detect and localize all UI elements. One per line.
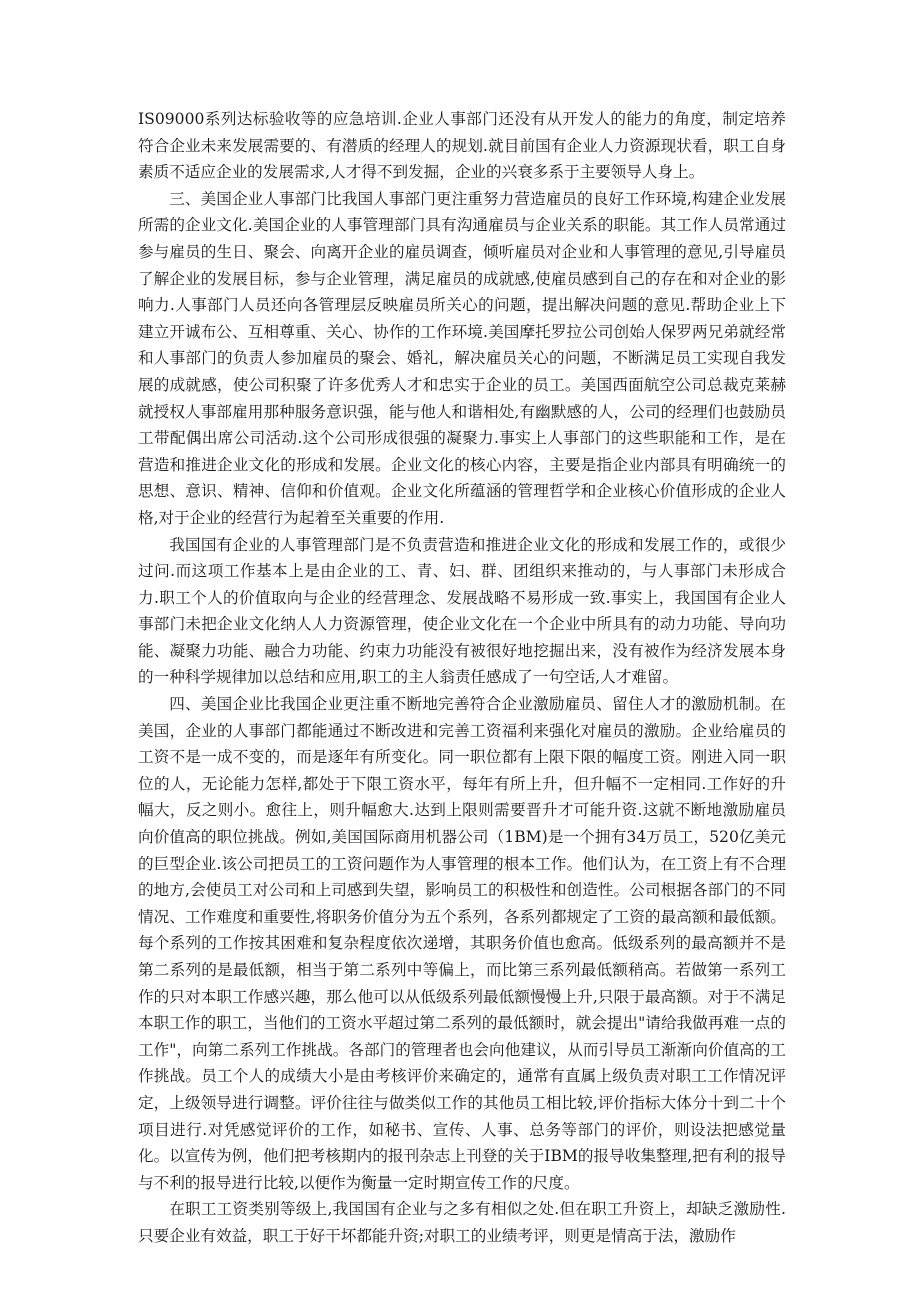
document-body — [138, 106, 786, 1250]
paragraph-1: IS09000系列达标验收等的应急培训.企业人事部门还没有从开发人的能力的角度，制定培养符合企业未来发展需要的、有潜质的经理人的规划.就目前国有企业人力资源现状看，职工自身素质不适应企业的发展需求,人才得不到发掘，企业的兴衰多系于主要领导人身上。 — [138, 110, 786, 182]
paragraph-4: 四、美国企业比我国企业更注重不断地完善符合企业激励雇员、留住人才的激励机制。在美国，企业的人事部门都能通过不断改进和完善工资福利来强化对雇员的激励。企业给雇员的工资不是一成不变的，而是逐年有所变化。同一职位都有上限下限的幅度工资。刚进入同一职位的人，无论能力怎样,都处于下限工资水平，每年有所上升，但升幅不一定相同.工作好的升幅大，反之则小。愈往上，则升幅愈大.达到上限则需要晋升才可能升资.这就不断地激励雇员向价值高的职位挑战。例如,美国国际商用机器公司（1BM)是一个拥有34万员工，520亿美元的巨型企业.该公司把员工的工资问题作为人事管理的根本工作。他们认为，在工资上有不合理的地方,会使员工对公司和上司感到失望，影响员工的积极性和创造性。公司根据各部门的不同情况、工作难度和重要性,将职务价值分为五个系列，各系列都规定了工资的最高额和最低额。每个系列的工作按其困难和复杂程度依次递增，其职务价值也愈高。低级系列的最高额并不是第二系列的是最低额，相当于第二系列中等偏上，而比第三系列最低额稍高。若做第一系列工作的只对本职工作感兴趣，那么他可以从低级系列最低额慢慢上升,只限于最高额。对于不满足本职工作的职工，当他们的工资水平超过第二系列的最低额时，就会提出"请给我做再难一点的工作"，向第二系列工作挑战。各部门的管理者也会向他建议，从而引导员工渐渐向价值高的工作挑战。员工个人的成绩大小是由考核评价来确定的，通常有直属上级负责对职工工作情况评定，上级领导进行调整。评价往往与做类似工作的其他员工相比较,评价指标大体分十到二十个项目进行.对凭感觉评价的工作，如秘书、宣传、人事、总务等部门的评价，则设法把感觉量化。以宣传为例，他们把考核期内的报刊杂志上刊登的关于IBM的报导收集整理,把有利的报导与不利的报导进行比较,以便作为衡量一定时期宣传工作的尺度。 — [138, 695, 786, 1192]
paragraph-2: 三、美国企业人事部门比我国人事部门更注重努力营造雇员的良好工作环境,构建企业发展所需的企业文化.美国企业的人事管理部门具有沟通雇员与企业关系的职能。其工作人员常通过参与雇员的生日、聚会、向离开企业的雇员调查，倾听雇员对企业和人事管理的意见,引导雇员了解企业的发展目标，参与企业管理，满足雇员的成就感,使雇员感到自己的存在和对企业的影响力.人事部门人员还向各管理层反映雇员所关心的问题，提出解决问题的意见.帮助企业上下建立开诚布公、互相尊重、关心、协作的工作环境.美国摩托罗拉公司创始人保罗两兄弟就经常和人事部门的负责人参加雇员的聚会、婚礼，解决雇员关心的问题，不断满足员工实现自我发展的成就感，使公司积聚了许多优秀人才和忠实于企业的员工。美国西面航空公司总裁克莱赫就授权人事部雇用那种服务意识强，能与他人和谐相处,有幽默感的人，公司的经理们也鼓励员工带配偶出席公司活动.这个公司形成很强的凝聚力.事实上人事部门的这些职能和工作，是在营造和推进企业文化的形成和发展。企业文化的核心内容，主要是指企业内部具有明确统一的思想、意识、精神、信仰和价值观。企业文化所蕴涵的管理哲学和企业核心价值形成的企业人格,对于企业的经营行为起着至关重要的作用. — [138, 189, 786, 527]
paragraph-3: 我国国有企业的人事管理部门是不负责营造和推进企业文化的形成和发展工作的，或很少过问.而这项工作基本上是由企业的工、青、妇、群、团组织来推动的，与人事部门未形成合力.职工个人的价值取向与企业的经营理念、发展战略不易形成一致.事实上，我国国有企业人事部门未把企业文化纳人人力资源管理，使企业文化在一个企业中所具有的动力功能、导向功能、凝聚力功能、融合力功能、约束力功能没有被很好地挖掘出来，没有被作为经济发展本身的一种科学规律加以总结和应用,职工的主人翁责任感成了一句空话,人才难留。 — [138, 535, 786, 687]
paragraph-5: 在职工工资类别等级上,我国国有企业与之多有相似之处.但在职工升资上，却缺乏激励性.只要企业有效益，职工于好干坏都能升资;对职工的业绩考评，则更是情高于法，激励作 — [138, 1200, 786, 1245]
